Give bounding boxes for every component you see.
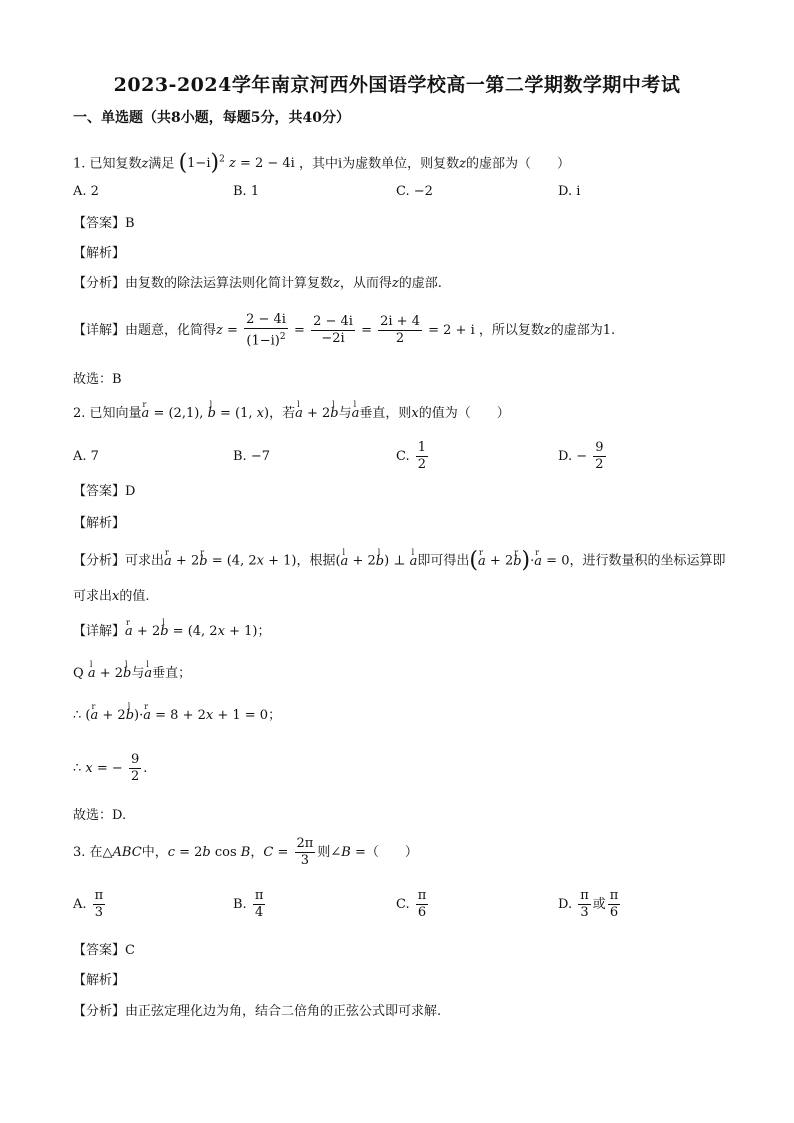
q1-option-d: D. i [558,184,581,199]
q1-detail: 【详解】由题意，化简得z = $\frac{2 - 4i}{(1-i)^2}$ = $\frac{2 - 4i}{-2i}$ = $\frac{2i + 4}{2}$ = 2 + i ，所以复数z的虚部为1. [73,312,616,349]
q3-option-a: A. $\frac{\pi}{3}$ [73,888,104,920]
q1-option-a: A. 2 [73,184,99,199]
q2-fenxi-cont: 可求出x的值. [73,589,150,604]
q2-detail-step3: ∴ (r a + 2l b)·r a = 8 + 2x + 1 = 0； [73,706,281,726]
q2-option-d: D. − $\frac{9}{2}$ [558,440,604,472]
page-title: 2023-2024学年南京河西外国语学校高一第二学期数学期中考试 [113,74,681,96]
q3-option-c: C. $\frac{\pi}{6}$ [396,888,427,920]
q2-option-c: C. $\frac{1}{2}$ [396,440,427,472]
q2-option-a: A. 7 [73,449,99,464]
q3-answer: 【答案】C [73,943,135,958]
q2-detail-step2: Q l a + 2l b与l a垂直； [73,664,191,684]
q3-option-d: D. $\frac{\pi}{3}$ 或 $\frac{\pi}{6}$ [558,888,619,920]
q2-option-b: B. −7 [233,449,270,464]
q2-answer: 【答案】D [73,484,136,499]
q2-choose: 故选：D. [73,808,127,823]
q1-fenxi: 【分析】由复数的除法运算法则化简计算复数z，从而得z的虚部. [73,276,442,291]
question-2-stem: 2. 已知向量r a = (2,1), l b = (1, x)，若l a + 2l b与l a垂直，则x的值为（ ） [73,404,510,424]
q2-fenxi: 【分析】可求出r a + 2r b = (4, 2x + 1)，根据(l a + 2l b) ⊥ l a即可得出(r a + 2r b)·r a = 0，进行数量积的坐标运算即 [73,551,726,572]
q3-fenxi: 【分析】由正弦定理化边为角，结合二倍角的正弦公式即可求解. [73,1004,442,1019]
q1-answer: 【答案】B [73,216,135,231]
q1-option-b: B. 1 [233,184,260,199]
q3-option-b: B. $\frac{\pi}{4}$ [233,888,264,920]
question-3-stem: 3. 在△ABC中，c = 2b cos B，C = $\frac{2\pi}{3}$ 则∠B =（ ） [73,836,418,868]
q2-detail-step1: 【详解】r a + 2l b = (4, 2x + 1)； [73,622,270,642]
q2-analysis-label: 【解析】 [73,516,126,531]
question-1-stem: 1. 已知复数z满足 $(1-i)^2$ z = 2 − 4i ，其中i为虚数单位，则复数z的虚部为（ ） [73,150,571,176]
q1-analysis-label: 【解析】 [73,246,126,261]
q2-detail-step4: ∴ x = − $\frac{9}{2}$ . [73,752,148,784]
q1-choose: 故选：B [73,372,122,387]
q3-analysis-label: 【解析】 [73,973,126,988]
q1-option-c: C. −2 [396,184,433,199]
section-heading: 一、单选题（共8小题，每题5分，共40分） [73,110,350,126]
